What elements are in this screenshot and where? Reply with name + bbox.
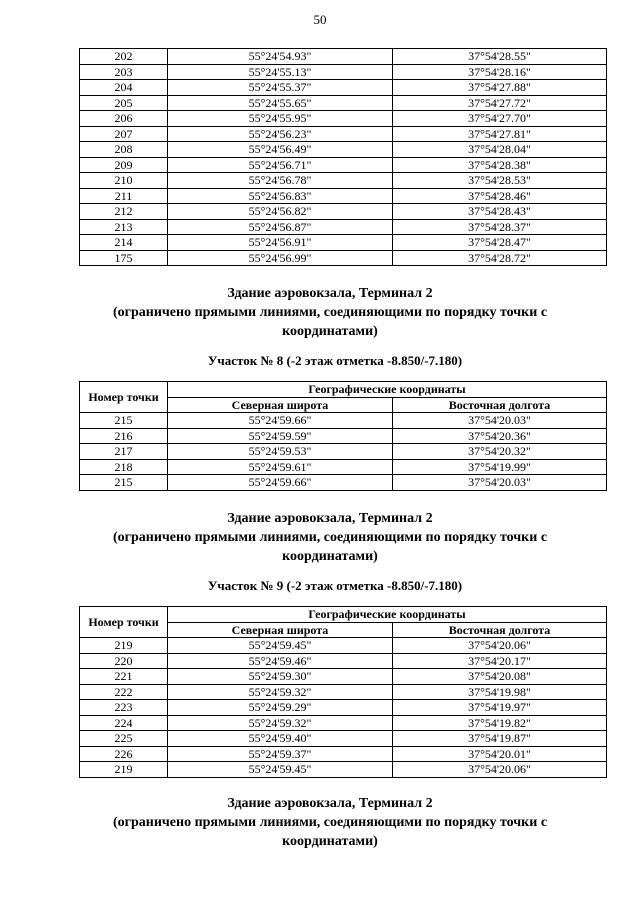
latitude-cell: 55°24'59.32" <box>168 715 393 731</box>
longitude-cell: 37°54'28.43" <box>393 204 607 220</box>
point-number-cell: 220 <box>80 653 168 669</box>
longitude-header: Восточная долгота <box>393 622 607 638</box>
table-row <box>80 111 607 127</box>
table-row <box>80 459 607 475</box>
point-number-header: Номер точки <box>80 607 168 638</box>
table-row <box>80 204 607 220</box>
latitude-header: Северная широта <box>168 622 393 638</box>
point-number-cell: 214 <box>80 235 168 251</box>
heading-subtitle-end: координатами) <box>282 549 378 564</box>
section-heading-2 <box>60 509 600 566</box>
table-row <box>80 219 607 235</box>
longitude-header: Восточная долгота <box>393 397 607 413</box>
table-row <box>80 746 607 762</box>
point-number-cell: 202 <box>80 49 168 65</box>
heading-subtitle: (ограничено прямыми линиями, соединяющими по порядку точки с <box>112 530 548 545</box>
point-number-header: Номер точки <box>80 382 168 413</box>
longitude-cell: 37°54'20.36" <box>393 428 607 444</box>
longitude-cell: 37°54'19.87" <box>393 731 607 747</box>
longitude-cell: 37°54'28.38" <box>393 157 607 173</box>
point-number-cell: 219 <box>80 762 168 778</box>
section-label-9: Участок № 9 (-2 этаж отметка -8.850/-7.180) <box>207 578 463 593</box>
point-number-cell: 223 <box>80 700 168 716</box>
point-number-cell: 215 <box>80 413 168 429</box>
table-row <box>80 762 607 778</box>
longitude-cell: 37°54'28.55" <box>393 49 607 65</box>
longitude-cell: 37°54'20.08" <box>393 669 607 685</box>
heading-title: Здание аэровокзала, Терминал 2 <box>227 286 433 301</box>
latitude-cell: 55°24'55.13" <box>168 64 393 80</box>
table-row <box>80 157 607 173</box>
latitude-cell: 55°24'55.95" <box>168 111 393 127</box>
geo-coordinates-header: Географические координаты <box>168 382 607 398</box>
longitude-cell: 37°54'19.97" <box>393 700 607 716</box>
latitude-cell: 55°24'59.30" <box>168 669 393 685</box>
table-row <box>80 684 607 700</box>
heading-title: Здание аэровокзала, Терминал 2 <box>227 511 433 526</box>
table-row <box>80 653 607 669</box>
point-number-cell: 204 <box>80 80 168 96</box>
geo-coordinates-header: Географические координаты <box>168 607 607 623</box>
latitude-cell: 55°24'55.65" <box>168 95 393 111</box>
point-number-cell: 218 <box>80 459 168 475</box>
latitude-cell: 55°24'59.32" <box>168 684 393 700</box>
point-number-cell: 216 <box>80 428 168 444</box>
longitude-cell: 37°54'28.53" <box>393 173 607 189</box>
heading-subtitle: (ограничено прямыми линиями, соединяющими по порядку точки с <box>112 815 548 830</box>
point-number-cell: 219 <box>80 638 168 654</box>
longitude-cell: 37°54'20.32" <box>393 444 607 460</box>
latitude-cell: 55°24'56.23" <box>168 126 393 142</box>
longitude-cell: 37°54'20.06" <box>393 762 607 778</box>
heading-title: Здание аэровокзала, Терминал 2 <box>227 796 433 811</box>
latitude-cell: 55°24'59.46" <box>168 653 393 669</box>
longitude-cell: 37°54'27.72" <box>393 95 607 111</box>
longitude-cell: 37°54'20.17" <box>393 653 607 669</box>
coordinates-table-top <box>79 48 607 266</box>
latitude-cell: 55°24'59.45" <box>168 762 393 778</box>
table-row <box>80 700 607 716</box>
table-row <box>80 715 607 731</box>
longitude-cell: 37°54'19.98" <box>393 684 607 700</box>
longitude-cell: 37°54'28.37" <box>393 219 607 235</box>
longitude-cell: 37°54'28.04" <box>393 142 607 158</box>
point-number-cell: 225 <box>80 731 168 747</box>
point-number-cell: 221 <box>80 669 168 685</box>
point-number-cell: 207 <box>80 126 168 142</box>
point-number-cell: 208 <box>80 142 168 158</box>
point-number-cell: 217 <box>80 444 168 460</box>
latitude-cell: 55°24'56.91" <box>168 235 393 251</box>
longitude-cell: 37°54'27.88" <box>393 80 607 96</box>
point-number-cell: 224 <box>80 715 168 731</box>
table-row <box>80 80 607 96</box>
table-row <box>80 142 607 158</box>
latitude-cell: 55°24'59.66" <box>168 413 393 429</box>
table-row <box>80 428 607 444</box>
table-row <box>80 638 607 654</box>
point-number-cell: 175 <box>80 250 168 266</box>
longitude-cell: 37°54'27.81" <box>393 126 607 142</box>
latitude-cell: 55°24'56.78" <box>168 173 393 189</box>
latitude-cell: 55°24'59.59" <box>168 428 393 444</box>
section-label-8: Участок № 8 (-2 этаж отметка -8.850/-7.180) <box>207 353 463 368</box>
table-row <box>80 669 607 685</box>
heading-subtitle-end: координатами) <box>282 324 378 339</box>
heading-subtitle: (ограничено прямыми линиями, соединяющими по порядку точки с <box>112 305 548 320</box>
latitude-cell: 55°24'54.93" <box>168 49 393 65</box>
longitude-cell: 37°54'20.01" <box>393 746 607 762</box>
point-number-cell: 226 <box>80 746 168 762</box>
latitude-cell: 55°24'59.66" <box>168 475 393 491</box>
longitude-cell: 37°54'20.06" <box>393 638 607 654</box>
longitude-cell: 37°54'20.03" <box>393 475 607 491</box>
heading-subtitle-end: координатами) <box>282 834 378 849</box>
latitude-cell: 55°24'59.40" <box>168 731 393 747</box>
latitude-cell: 55°24'56.82" <box>168 204 393 220</box>
table-row <box>80 95 607 111</box>
point-number-cell: 210 <box>80 173 168 189</box>
point-number-cell: 205 <box>80 95 168 111</box>
section-heading-1 <box>60 284 600 341</box>
latitude-cell: 55°24'59.53" <box>168 444 393 460</box>
page-number: 50 <box>313 12 327 27</box>
point-number-cell: 211 <box>80 188 168 204</box>
table-row <box>80 173 607 189</box>
latitude-cell: 55°24'56.71" <box>168 157 393 173</box>
point-number-cell: 206 <box>80 111 168 127</box>
table-row <box>80 235 607 251</box>
longitude-cell: 37°54'28.16" <box>393 64 607 80</box>
table-row <box>80 49 607 65</box>
point-number-cell: 209 <box>80 157 168 173</box>
point-number-cell: 222 <box>80 684 168 700</box>
coordinates-table-section-8 <box>79 381 607 491</box>
latitude-cell: 55°24'59.37" <box>168 746 393 762</box>
longitude-cell: 37°54'28.47" <box>393 235 607 251</box>
point-number-cell: 212 <box>80 204 168 220</box>
table-row <box>80 188 607 204</box>
latitude-cell: 55°24'56.87" <box>168 219 393 235</box>
table-row <box>80 731 607 747</box>
latitude-cell: 55°24'56.49" <box>168 142 393 158</box>
table-row <box>80 475 607 491</box>
latitude-cell: 55°24'56.83" <box>168 188 393 204</box>
longitude-cell: 37°54'28.72" <box>393 250 607 266</box>
longitude-cell: 37°54'28.46" <box>393 188 607 204</box>
latitude-cell: 55°24'55.37" <box>168 80 393 96</box>
latitude-cell: 55°24'59.61" <box>168 459 393 475</box>
point-number-cell: 215 <box>80 475 168 491</box>
latitude-cell: 55°24'59.45" <box>168 638 393 654</box>
table-row <box>80 444 607 460</box>
longitude-cell: 37°54'27.70" <box>393 111 607 127</box>
point-number-cell: 213 <box>80 219 168 235</box>
table-row <box>80 413 607 429</box>
point-number-cell: 203 <box>80 64 168 80</box>
longitude-cell: 37°54'19.82" <box>393 715 607 731</box>
latitude-cell: 55°24'59.29" <box>168 700 393 716</box>
section-heading-3 <box>60 794 600 851</box>
table-row <box>80 250 607 266</box>
table-row <box>80 126 607 142</box>
latitude-header: Северная широта <box>168 397 393 413</box>
latitude-cell: 55°24'56.99" <box>168 250 393 266</box>
table-row <box>80 64 607 80</box>
coordinates-table-section-9 <box>79 606 607 778</box>
longitude-cell: 37°54'20.03" <box>393 413 607 429</box>
longitude-cell: 37°54'19.99" <box>393 459 607 475</box>
